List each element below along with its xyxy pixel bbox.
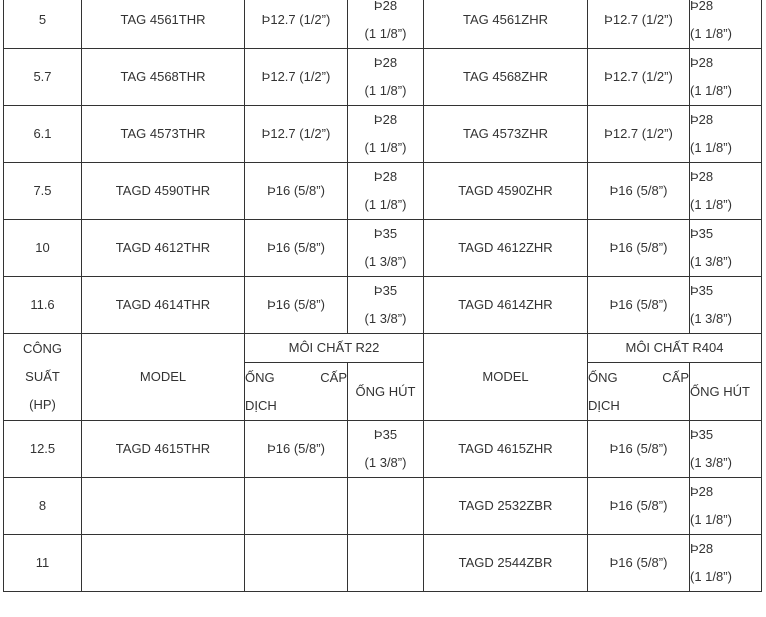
suction-r404-diameter: Þ28 (690, 541, 714, 556)
model-r404-cell: TAG 4568ZHR (424, 49, 588, 106)
suction-line-r404-cell (690, 163, 762, 220)
suction-line-r404-cell (690, 478, 762, 535)
liquid-line-r404-cell: Þ16 (5/8”) (588, 277, 690, 334)
model-r404-cell: TAG 4573ZHR (424, 106, 588, 163)
power-hp-cell: 12.5 (4, 421, 82, 478)
suction-r404-header-text: ỐNG HÚT (690, 383, 750, 399)
liquid-r22-word-3: DỊCH (245, 397, 277, 413)
suction-r22-inch: (1 1/8”) (364, 140, 407, 155)
suction-r404-diameter: Þ35 (690, 226, 714, 241)
table-row (4, 49, 762, 106)
liquid-line-r404-cell: Þ16 (5/8”) (588, 163, 690, 220)
liquid-r22-word-1: ỐNG (245, 369, 275, 385)
liquid-line-r22-cell (245, 535, 348, 592)
suction-line-r404-cell (690, 0, 762, 49)
suction-r22-diameter: Þ28 (373, 112, 398, 127)
model-r404-cell: TAG 4561ZHR (424, 0, 588, 49)
power-hp-cell: 11.6 (4, 277, 82, 334)
suction-r404-inch: (1 1/8”) (690, 197, 732, 212)
header-row-1 (4, 334, 762, 363)
power-hp-cell: 11 (4, 535, 82, 592)
suction-r404-diameter: Þ28 (690, 112, 714, 127)
table-body-top (4, 0, 762, 334)
suction-line-r404-cell (690, 421, 762, 478)
table-header (4, 334, 762, 421)
refrigerant-r22-header: MÔI CHẤT R22 (245, 334, 424, 363)
table-row (4, 163, 762, 220)
suction-r22-diameter: Þ35 (373, 427, 398, 442)
liquid-line-r22-cell: Þ12.7 (1/2”) (245, 49, 348, 106)
table-row (4, 421, 762, 478)
suction-r404-diameter: Þ28 (690, 484, 714, 499)
liquid-line-r404-cell: Þ16 (5/8”) (588, 421, 690, 478)
model-r22-cell: TAGD 4615THR (82, 421, 245, 478)
suction-r22-diameter: Þ35 (373, 226, 398, 241)
suction-line-r22-cell (348, 49, 424, 106)
model-r22-cell: TAG 4573THR (82, 106, 245, 163)
suction-r404-inch: (1 1/8”) (690, 512, 732, 527)
liquid-line-r22-cell: Þ12.7 (1/2”) (245, 0, 348, 49)
liquid-line-r22-cell: Þ16 (5/8”) (245, 220, 348, 277)
power-hp-cell: 10 (4, 220, 82, 277)
model-r404-cell: TAGD 2532ZBR (424, 478, 588, 535)
suction-line-r404-cell (690, 220, 762, 277)
suction-r22-diameter: Þ28 (373, 169, 398, 184)
model-r404-cell: TAGD 4614ZHR (424, 277, 588, 334)
liquid-r22-word-2: CẤP (320, 369, 347, 385)
liquid-r404-word-3: DỊCH (588, 397, 620, 413)
suction-r22-inch: (1 1/8”) (364, 197, 407, 212)
suction-r22-inch: (1 1/8”) (364, 83, 407, 98)
model-r22-cell: TAGD 4614THR (82, 277, 245, 334)
liquid-line-r404-cell: Þ12.7 (1/2”) (588, 106, 690, 163)
suction-line-r22-cell (348, 0, 424, 49)
liquid-line-r404-cell: Þ16 (5/8”) (588, 478, 690, 535)
suction-r404-inch: (1 1/8”) (690, 569, 732, 584)
suction-line-r22-cell (348, 106, 424, 163)
suction-r404-diameter: Þ28 (690, 169, 714, 184)
suction-r22-diameter: Þ28 (373, 0, 398, 13)
power-hp-cell: 8 (4, 478, 82, 535)
suction-line-r404-cell (690, 277, 762, 334)
suction-line-r22-cell (348, 220, 424, 277)
power-header-line-3: (HP) (29, 397, 56, 412)
table-row (4, 106, 762, 163)
suction-line-r404-cell (690, 106, 762, 163)
suction-r404-diameter: Þ28 (690, 0, 714, 13)
liquid-line-r404-cell: Þ16 (5/8”) (588, 220, 690, 277)
liquid-line-r22-cell: Þ16 (5/8”) (245, 421, 348, 478)
suction-r404-inch: (1 1/8”) (690, 140, 732, 155)
liquid-r404-word-2: CẤP (662, 369, 689, 385)
power-hp-cell: 5 (4, 0, 82, 49)
model-r22-cell (82, 478, 245, 535)
suction-r404-diameter: Þ35 (690, 283, 714, 298)
liquid-line-r22-header (245, 363, 348, 421)
refrigerant-r404-header: MÔI CHẤT R404 (588, 334, 762, 363)
suction-r404-diameter: Þ35 (690, 427, 714, 442)
suction-r404-inch: (1 3/8”) (690, 254, 732, 269)
suction-r22-inch: (1 3/8”) (364, 311, 407, 326)
table-row (4, 535, 762, 592)
table-row (4, 478, 762, 535)
model-r404-cell: TAGD 4590ZHR (424, 163, 588, 220)
liquid-r404-word-1: ỐNG (588, 369, 618, 385)
suction-r22-diameter: Þ28 (373, 55, 398, 70)
suction-r22-inch: (1 3/8”) (364, 455, 407, 470)
suction-line-r22-cell (348, 421, 424, 478)
power-header-line-2: SUẤT (25, 369, 60, 384)
suction-r404-inch: (1 1/8”) (690, 26, 732, 41)
liquid-line-r404-cell: Þ12.7 (1/2”) (588, 49, 690, 106)
suction-r404-inch: (1 3/8”) (690, 455, 732, 470)
liquid-line-r404-cell: Þ12.7 (1/2”) (588, 0, 690, 49)
suction-line-r22-cell (348, 478, 424, 535)
model-r22-cell: TAGD 4612THR (82, 220, 245, 277)
table-row (4, 220, 762, 277)
suction-line-r22-cell (348, 535, 424, 592)
suction-line-r22-header: ỐNG HÚT (348, 363, 424, 421)
suction-line-r404-header (690, 363, 762, 421)
power-header-line-1: CÔNG (23, 341, 62, 356)
model-r22-header: MODEL (82, 334, 245, 421)
liquid-line-r404-header (588, 363, 690, 421)
model-r404-cell: TAGD 4612ZHR (424, 220, 588, 277)
power-header (4, 334, 82, 421)
suction-r22-diameter: Þ35 (373, 283, 398, 298)
suction-r404-diameter: Þ28 (690, 55, 714, 70)
table-row (4, 0, 762, 49)
liquid-line-r22-cell: Þ16 (5/8”) (245, 277, 348, 334)
table-row (4, 277, 762, 334)
liquid-line-r404-cell: Þ16 (5/8”) (588, 535, 690, 592)
model-r22-cell: TAG 4568THR (82, 49, 245, 106)
model-r404-cell: TAGD 4615ZHR (424, 421, 588, 478)
model-r404-cell: TAGD 2544ZBR (424, 535, 588, 592)
suction-line-r22-cell (348, 277, 424, 334)
model-r22-cell: TAG 4561THR (82, 0, 245, 49)
suction-r404-inch: (1 3/8”) (690, 311, 732, 326)
power-hp-cell: 5.7 (4, 49, 82, 106)
liquid-line-r22-cell: Þ16 (5/8”) (245, 163, 348, 220)
power-hp-cell: 7.5 (4, 163, 82, 220)
compressor-spec-table (3, 0, 762, 592)
suction-r22-inch: (1 1/8”) (364, 26, 407, 41)
suction-r22-inch: (1 3/8”) (364, 254, 407, 269)
liquid-line-r22-cell: Þ12.7 (1/2”) (245, 106, 348, 163)
suction-line-r404-cell (690, 535, 762, 592)
suction-line-r404-cell (690, 49, 762, 106)
suction-line-r22-cell (348, 163, 424, 220)
liquid-line-r22-cell (245, 478, 348, 535)
model-r22-cell (82, 535, 245, 592)
model-r404-header: MODEL (424, 334, 588, 421)
suction-r404-inch: (1 1/8”) (690, 83, 732, 98)
power-hp-cell: 6.1 (4, 106, 82, 163)
model-r22-cell: TAGD 4590THR (82, 163, 245, 220)
table-body-bottom (4, 421, 762, 592)
